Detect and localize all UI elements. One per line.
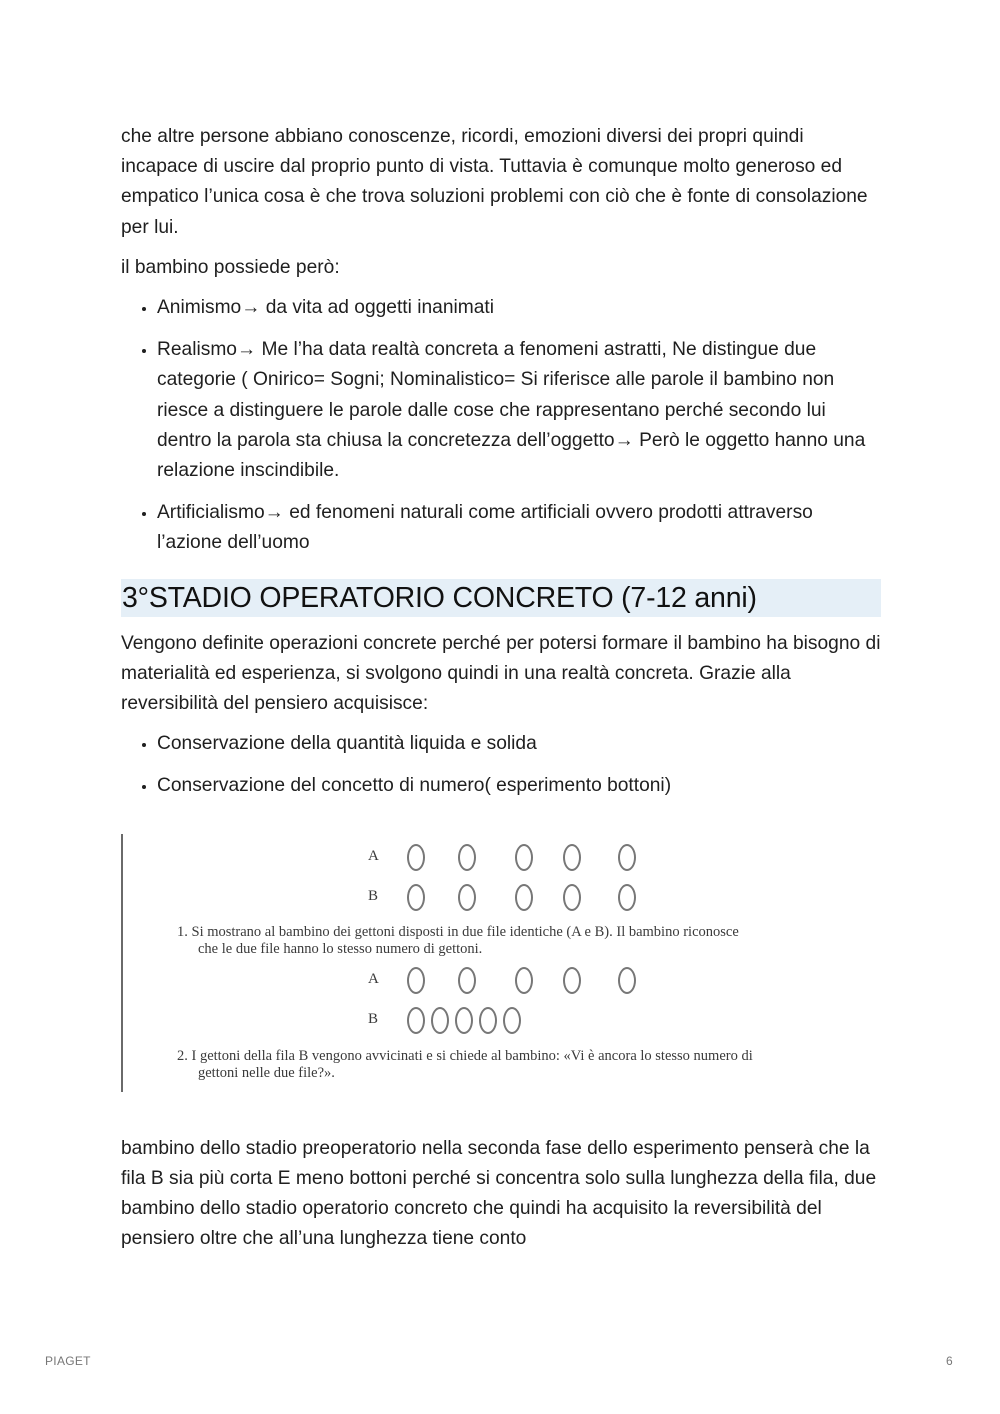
figure-margin-line (121, 834, 123, 1092)
caption-1-line-2: che le due file hanno lo stesso numero di gettoni. (198, 940, 483, 957)
concreto-list (121, 729, 881, 801)
closing-paragraph: bambino dello stadio preoperatorio nella seconda fase dello esperimento penserà che la fila B sia più corta E meno bottoni perché si concentra solo sulla lunghezza della fila, due bambino dello stadio operatorio concreto che quindi ha acquisito la reversibilità del pensiero oltre che all’una lunghezza tiene conto (121, 1137, 877, 1250)
caption-2-line-1: 2. I gettoni della fila B vengono avvicinati e si chiede al bambino: «Vi è ancora lo stesso numero di (177, 1047, 753, 1064)
section-heading: 3°STADIO OPERATORIO CONCRETO (7-12 anni) (121, 579, 881, 617)
token-oval (563, 844, 581, 871)
preoperatorio-list (121, 293, 881, 559)
intro-paragraph: che altre persone abbiano conoscenze, ricordi, emozioni diversi dei propri quindi incapace di uscire dal proprio punto di vista. Tuttavia è comunque molto generoso ed empatico l’unica cosa è che trova soluzioni problemi con ciò che è fonte di consolazione per lui. (121, 126, 868, 238)
section-paragraph: Vengono definite operazioni concrete perché per potersi formare il bambino ha bisogno di materialità ed esperienza, si svolgono quindi in una realtà concreta. Grazie alla reversibilità del pensiero acquisisce: (121, 632, 881, 715)
token-oval (618, 884, 636, 911)
token-oval (407, 967, 425, 994)
token-oval (563, 967, 581, 994)
list-item: • Conservazione del concetto di numero( esperimento bottoni) (157, 771, 881, 801)
token-oval (407, 884, 425, 911)
list-item: • Conservazione della quantità liquida e solida (157, 729, 881, 759)
token-oval (618, 967, 636, 994)
row-b-label: B (368, 1010, 379, 1027)
footer-title: PIAGET (45, 1354, 91, 1368)
page-number: 6 (946, 1354, 953, 1368)
buttons-experiment-figure (121, 834, 881, 1094)
token-oval (458, 967, 476, 994)
token-oval (563, 884, 581, 911)
list-item: • Realismo→ Me l’ha data realtà concreta a fenomeni astratti, Ne distingue due categorie ( Onirico= Sogni; Nominalistico= Si riferisce alle parole il bambino non riesce a distinguere le parole dalle cose che rappresentano perché secondo lui dentro la parola sta chiusa la concretezza dell’oggetto→ Però le oggetto hanno una relazione inscindibile. (157, 335, 881, 486)
token-oval (431, 1007, 449, 1034)
token-oval (458, 884, 476, 911)
list-item: • Animismo→ da vita ad oggetti inanimati (157, 293, 881, 323)
token-oval (618, 844, 636, 871)
list-item: • Artificialismo→ ed fenomeni naturali come artificiali ovvero prodotti attraverso l’azione dell’uomo (157, 498, 881, 558)
token-oval (407, 1007, 425, 1034)
page-content (121, 122, 881, 1264)
row-b-label: B (368, 887, 379, 904)
token-oval (503, 1007, 521, 1034)
token-oval (479, 1007, 497, 1034)
row-a-label: A (368, 847, 379, 864)
token-oval (407, 844, 425, 871)
token-oval (455, 1007, 473, 1034)
row-a-label: A (368, 970, 379, 987)
caption-1-line-1: 1. Si mostrano al bambino dei gettoni disposti in due file identiche (A e B). Il bambino riconosce (177, 923, 739, 940)
token-oval (515, 844, 533, 871)
token-oval (515, 967, 533, 994)
token-oval (458, 844, 476, 871)
token-oval (515, 884, 533, 911)
possiede-line: il bambino possiede però: (121, 256, 340, 278)
caption-2-line-2: gettoni nelle due file?». (198, 1064, 335, 1081)
